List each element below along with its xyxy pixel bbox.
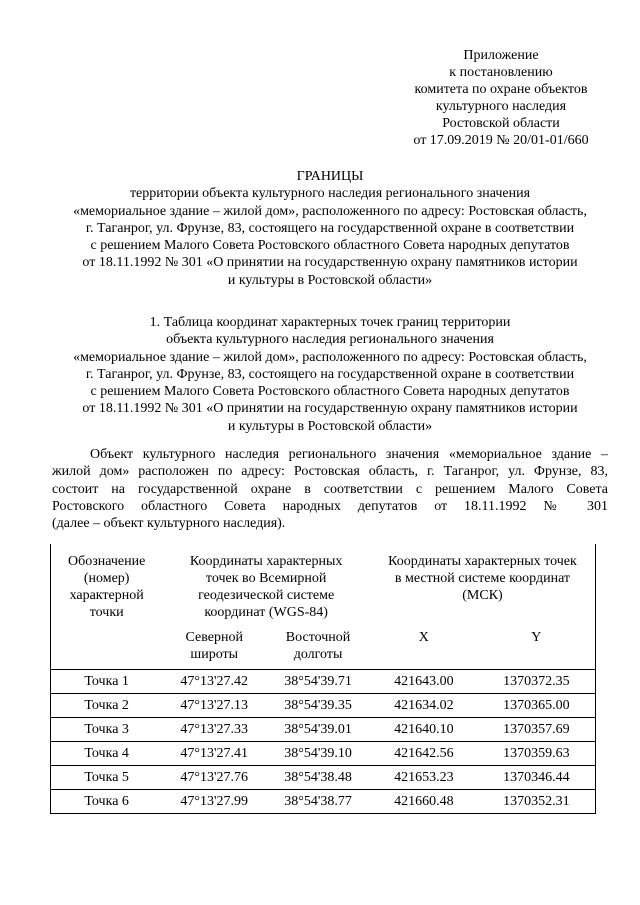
- point-name-cell: Точка 4: [51, 742, 163, 766]
- longitude-cell: 38°54'39.35: [266, 694, 370, 718]
- y-cell: 1370365.00: [478, 694, 596, 718]
- longitude-cell: 38°54'39.10: [266, 742, 370, 766]
- latitude-cell: 47°13'27.42: [162, 670, 266, 694]
- header-text: точки: [89, 605, 124, 620]
- header-text: (номер): [83, 571, 130, 586]
- header-text: точек во Всемирной: [205, 571, 327, 586]
- paragraph-line: (далее – объект культурного наследия).: [52, 516, 286, 532]
- paragraph-line: жилой дом» расположен по адресу: Ростовская область, г. Таганрог, ул. Фрунзе, 83,: [52, 464, 608, 480]
- point-name-cell: Точка 6: [51, 790, 163, 814]
- header-x: X: [418, 630, 429, 645]
- x-cell: 421653.23: [370, 766, 478, 790]
- header-text: Координаты характерных точек: [388, 554, 577, 569]
- section-line: 1. Таблица координат характерных точек границ территории: [149, 315, 511, 330]
- y-cell: 1370359.63: [478, 742, 596, 766]
- header-text: координат (WGS-84): [204, 605, 328, 620]
- y-cell: 1370346.44: [478, 766, 596, 790]
- paragraph-line: Ростовского областного Совета народных депутатов от 18.11.1992 № 301: [52, 498, 608, 514]
- table-row: [51, 766, 596, 790]
- y-cell: 1370372.35: [478, 670, 596, 694]
- appendix-line: комитета по охране объектов: [414, 82, 588, 97]
- header-longitude: [266, 621, 370, 670]
- table-header-row: [51, 544, 596, 621]
- title-line: и культуры в Ростовской области»: [227, 272, 433, 288]
- latitude-cell: 47°13'27.33: [162, 718, 266, 742]
- appendix-line: Ростовской области: [442, 116, 560, 131]
- x-cell: 421660.48: [370, 790, 478, 814]
- appendix-line: к постановлению: [449, 65, 553, 80]
- document-heading: ГРАНИЦЫ: [296, 169, 364, 184]
- y-cell: 1370352.31: [478, 790, 596, 814]
- section-line: и культуры в Ростовской области»: [227, 418, 433, 434]
- paragraph-line: состоит на государственной охране в соответствии с решением Малого Совета: [52, 481, 608, 497]
- header-text: Северной: [185, 630, 243, 645]
- table-row: [51, 718, 596, 742]
- longitude-cell: 38°54'38.48: [266, 766, 370, 790]
- header-text: широты: [190, 647, 239, 662]
- header-msk: [370, 544, 596, 621]
- longitude-cell: 38°54'39.01: [266, 718, 370, 742]
- appendix-line: культурного наследия: [435, 99, 567, 114]
- header-text: Координаты характерных: [189, 554, 343, 569]
- title-line: г. Таганрог, ул. Фрунзе, 83, состоящего на государственной охране в соответствии: [85, 220, 575, 236]
- header-y: Y: [478, 621, 596, 670]
- x-cell: 421643.00: [370, 670, 478, 694]
- section-line: «мемориальное здание – жилой дом», расположенного по адресу: Ростовская область,: [73, 349, 587, 365]
- paragraph-line: Объект культурного наследия регионального значения «мемориальное здание –: [90, 447, 608, 462]
- table-row: [51, 670, 596, 694]
- header-text: Обозначение: [67, 554, 146, 569]
- latitude-cell: 47°13'27.99: [162, 790, 266, 814]
- section-line: объекта культурного наследия регионального значения: [166, 332, 494, 348]
- header-text: (МСК): [462, 588, 503, 603]
- x-cell: 421640.10: [370, 718, 478, 742]
- longitude-cell: 38°54'38.77: [266, 790, 370, 814]
- header-point-designation: [51, 544, 163, 670]
- section-line: от 18.11.1992 № 301 «О принятии на государственную охрану памятников истории: [82, 401, 578, 417]
- section-line: г. Таганрог, ул. Фрунзе, 83, состоящего на государственной охране в соответствии: [85, 366, 575, 382]
- y-cell: 1370357.69: [478, 718, 596, 742]
- x-cell: 421642.56: [370, 742, 478, 766]
- table-row: [51, 790, 596, 814]
- header-text: долготы: [293, 647, 343, 662]
- coordinates-table: [50, 544, 596, 814]
- title-line: территории объекта культурного наследия регионального значения: [129, 186, 531, 202]
- latitude-cell: 47°13'27.13: [162, 694, 266, 718]
- header-text: геодезической системе: [198, 588, 335, 603]
- header-latitude: [162, 621, 266, 670]
- section-heading-block: [40, 314, 620, 435]
- appendix-date-line: от 17.09.2019 № 20/01-01/660: [413, 133, 589, 148]
- point-name-cell: Точка 1: [51, 670, 163, 694]
- longitude-cell: 38°54'39.71: [266, 670, 370, 694]
- point-name-cell: Точка 3: [51, 718, 163, 742]
- description-paragraph: [52, 446, 608, 532]
- title-line: с решением Малого Совета Ростовского областного Совета народных депутатов: [90, 238, 570, 254]
- section-line: с решением Малого Совета Ростовского областного Совета народных депутатов: [90, 384, 570, 400]
- table-row: [51, 742, 596, 766]
- appendix-line: Приложение: [463, 48, 539, 63]
- latitude-cell: 47°13'27.76: [162, 766, 266, 790]
- point-name-cell: Точка 2: [51, 694, 163, 718]
- point-name-cell: Точка 5: [51, 766, 163, 790]
- title-line: «мемориальное здание – жилой дом», расположенного по адресу: Ростовская область,: [73, 203, 587, 219]
- document-title-block: [40, 168, 620, 289]
- table-row: [51, 694, 596, 718]
- header-text: Восточной: [285, 630, 351, 645]
- header-text: в местной системе координат: [394, 571, 571, 586]
- appendix-block: [388, 47, 614, 149]
- latitude-cell: 47°13'27.41: [162, 742, 266, 766]
- x-cell: 421634.02: [370, 694, 478, 718]
- header-text: характерной: [69, 588, 144, 603]
- title-line: от 18.11.1992 № 301 «О принятии на государственную охрану памятников истории: [82, 255, 578, 271]
- header-wgs84: [162, 544, 370, 621]
